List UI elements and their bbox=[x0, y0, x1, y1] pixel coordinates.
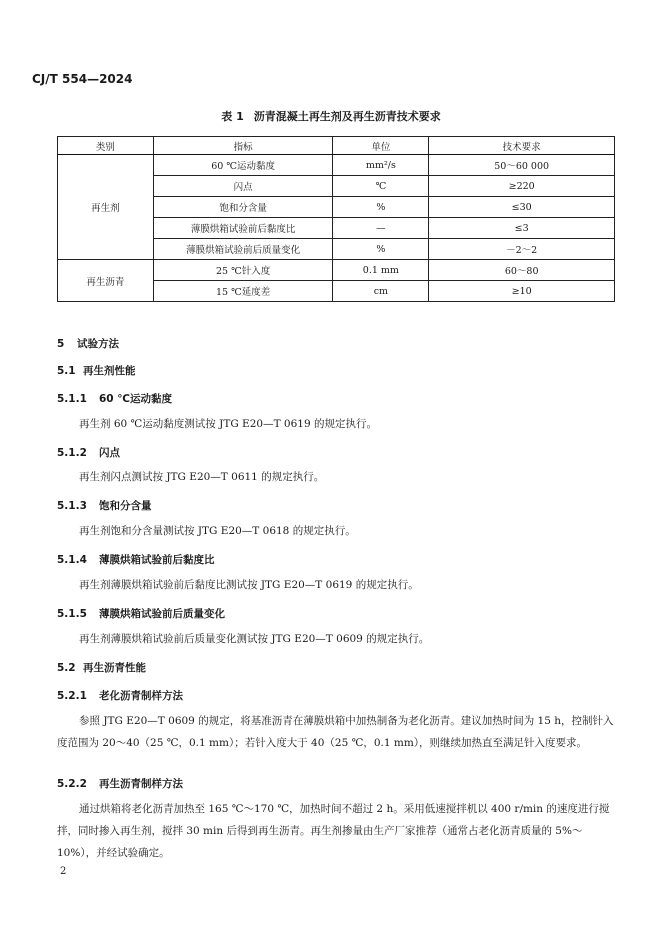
section-number: 5.2.1 bbox=[57, 690, 87, 702]
section-heading bbox=[57, 336, 119, 351]
index-cell: 薄膜烘箱试验前后质量变化 bbox=[153, 239, 333, 260]
section-number: 5.2 bbox=[57, 662, 76, 674]
section-title: 薄膜烘箱试验前后质量变化 bbox=[99, 608, 225, 620]
section-title: 闪点 bbox=[99, 447, 120, 459]
table-caption bbox=[0, 108, 662, 124]
paragraph: 再生剂 60 ℃运动黏度测试按 JTG E20—T 0619 的规定执行。 bbox=[79, 418, 377, 430]
requirement-cell: －2～2 bbox=[429, 239, 615, 260]
spec-table bbox=[57, 136, 615, 302]
column-header: 技术要求 bbox=[429, 137, 615, 155]
unit-cell: 0.1 mm bbox=[333, 260, 429, 281]
index-cell: 15 ℃延度差 bbox=[153, 281, 333, 302]
index-cell: 60 ℃运动黏度 bbox=[153, 155, 333, 176]
paragraph: 通过烘箱将老化沥青加热至 165 ℃～170 ℃，加热时间不超过 2 h。采用低速搅拌机以 400 r/min 的速度进行搅拌，同时掺入再生剂，搅拌 30 min 后得到再生沥青。再生剂掺量由生产厂家推荐（通常占老化沥青质量的 5%～10%），并经试验确定。 bbox=[57, 803, 610, 859]
section-title: 再生剂性能 bbox=[83, 365, 136, 377]
section-title: 60 ℃运动黏度 bbox=[99, 393, 172, 405]
section-heading bbox=[57, 391, 172, 406]
index-cell: 薄膜烘箱试验前后黏度比 bbox=[153, 218, 333, 239]
section-number: 5.2.2 bbox=[57, 778, 87, 790]
index-cell: 饱和分含量 bbox=[153, 197, 333, 218]
paragraph: 再生剂闪点测试按 JTG E20—T 0611 的规定执行。 bbox=[79, 471, 325, 483]
section-heading bbox=[57, 660, 146, 675]
section-heading bbox=[57, 552, 215, 567]
standard-code: CJ/T 554—2024 bbox=[32, 72, 133, 86]
requirement-cell: ≤3 bbox=[429, 218, 615, 239]
table-title: 沥青混凝土再生剂及再生沥青技术要求 bbox=[253, 110, 441, 123]
section-heading bbox=[57, 776, 183, 791]
index-cell: 闪点 bbox=[153, 176, 333, 197]
requirement-cell: 50～60 000 bbox=[429, 155, 615, 176]
section-title: 薄膜烘箱试验前后黏度比 bbox=[99, 554, 215, 566]
section-heading bbox=[57, 498, 152, 513]
section-number: 5.1 bbox=[57, 365, 76, 377]
table-row bbox=[58, 155, 615, 176]
category-cell: 再生沥青 bbox=[58, 260, 154, 302]
requirement-cell: 60～80 bbox=[429, 260, 615, 281]
section-number: 5.1.2 bbox=[57, 447, 87, 459]
table-header-row bbox=[58, 137, 615, 155]
section-heading bbox=[57, 688, 183, 703]
requirement-cell: ≥220 bbox=[429, 176, 615, 197]
table-number: 表 1 bbox=[221, 110, 244, 123]
section-heading bbox=[57, 606, 225, 621]
section-title: 试验方法 bbox=[77, 338, 119, 350]
unit-cell: % bbox=[333, 197, 429, 218]
paragraph: 参照 JTG E20—T 0609 的规定，将基准沥青在薄膜烘箱中加热制备为老化沥青。建议加热时间为 15 h，控制针入度范围为 20～40（25 ℃，0.1 mm）；若针入度大于 40（25 ℃，0.1 mm），则继续加热直至满足针入度要求。 bbox=[57, 715, 614, 749]
section-title: 老化沥青制样方法 bbox=[99, 690, 183, 702]
section-number: 5.1.1 bbox=[57, 393, 87, 405]
requirement-cell: ≤30 bbox=[429, 197, 615, 218]
unit-cell: cm bbox=[333, 281, 429, 302]
paragraph: 再生剂薄膜烘箱试验前后质量变化测试按 JTG E20—T 0609 的规定执行。 bbox=[79, 633, 430, 645]
unit-cell: — bbox=[333, 218, 429, 239]
unit-cell: % bbox=[333, 239, 429, 260]
category-cell: 再生剂 bbox=[58, 155, 154, 260]
section-number: 5.1.4 bbox=[57, 554, 87, 566]
section-number: 5 bbox=[57, 338, 65, 350]
paragraph: 再生剂薄膜烘箱试验前后黏度比测试按 JTG E20—T 0619 的规定执行。 bbox=[79, 579, 419, 591]
requirement-cell: ≥10 bbox=[429, 281, 615, 302]
unit-cell: ℃ bbox=[333, 176, 429, 197]
section-number: 5.1.3 bbox=[57, 500, 87, 512]
column-header: 指标 bbox=[153, 137, 333, 155]
column-header: 类别 bbox=[58, 137, 154, 155]
section-heading bbox=[57, 363, 136, 378]
section-number: 5.1.5 bbox=[57, 608, 87, 620]
page-number: 2 bbox=[60, 866, 67, 877]
section-heading bbox=[57, 445, 120, 460]
unit-cell: mm²/s bbox=[333, 155, 429, 176]
section-title: 饱和分含量 bbox=[99, 500, 152, 512]
column-header: 单位 bbox=[333, 137, 429, 155]
section-title: 再生沥青制样方法 bbox=[99, 778, 183, 790]
index-cell: 25 ℃针入度 bbox=[153, 260, 333, 281]
paragraph: 再生剂饱和分含量测试按 JTG E20—T 0618 的规定执行。 bbox=[79, 525, 356, 537]
section-title: 再生沥青性能 bbox=[83, 662, 146, 674]
table-row bbox=[58, 260, 615, 281]
